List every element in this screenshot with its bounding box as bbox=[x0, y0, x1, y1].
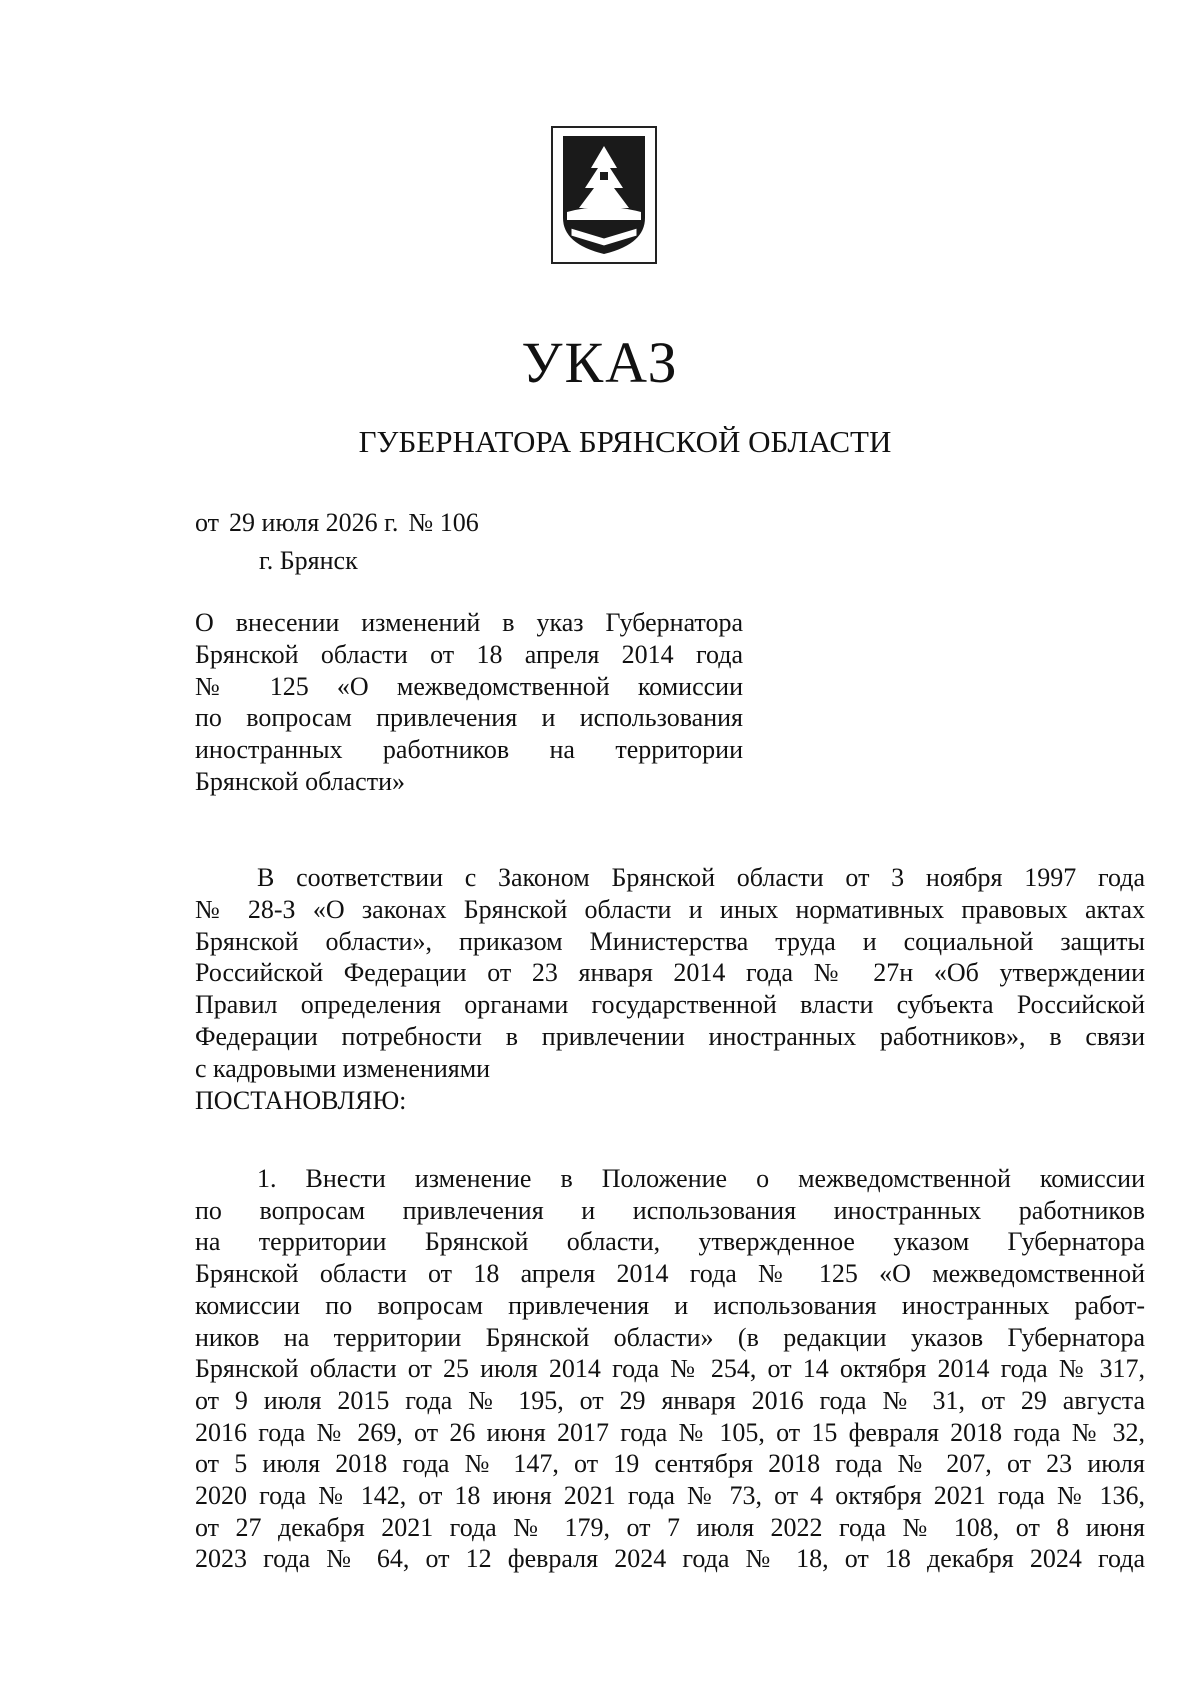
coat-of-arms-graphic bbox=[557, 132, 651, 258]
preamble-line: Федерации потребности в привлечении иностранных работников», в связи bbox=[195, 1021, 1145, 1051]
clause-1 bbox=[195, 1163, 1145, 1575]
date-line bbox=[195, 510, 489, 536]
page-subtitle: ГУБЕРНАТОРА БРЯНСКОЙ ОБЛАСТИ bbox=[358, 424, 892, 459]
preamble-line: В соответствии с Законом Брянской области от 3 ноября 1997 года bbox=[257, 863, 1145, 892]
document-name-line: по вопросам привлечения и использования bbox=[195, 703, 743, 733]
preamble-line: Брянской области», приказом Министерства труда и социальной защиты bbox=[195, 926, 1145, 956]
document-name-line: О внесении изменений в указ Губернатора bbox=[195, 608, 743, 637]
document-name-line: иностранных работников на территории bbox=[195, 735, 743, 765]
document-name-line: № 125 «О межведомственной комиссии bbox=[195, 671, 743, 701]
clause-line: от 9 июля 2015 года № 195, от 29 января 2016 года № 31, от 29 августа bbox=[195, 1385, 1145, 1415]
preamble-line: Российской Федерации от 23 января 2014 года № 27н «Об утверждении bbox=[195, 958, 1145, 988]
clause-line: от 5 июля 2018 года № 147, от 19 сентября 2018 года № 207, от 23 июля bbox=[195, 1449, 1145, 1479]
clause-line: 2016 года № 269, от 26 июня 2017 года № 105, от 15 февраля 2018 года № 32, bbox=[195, 1417, 1145, 1447]
clause-line: от 27 декабря 2021 года № 179, от 7 июля 2022 года № 108, от 8 июня bbox=[195, 1512, 1145, 1542]
coat-of-arms-icon bbox=[551, 126, 657, 264]
page-title: УКАЗ bbox=[521, 330, 679, 395]
preamble-line: Правил определения органами государственной власти субъекта Российской bbox=[195, 990, 1145, 1020]
clause-line: Брянской области от 25 июля 2014 года № 254, от 14 октября 2014 года № 317, bbox=[195, 1354, 1145, 1384]
clause-line: ников на территории Брянской области» (в редакции указов Губернатора bbox=[195, 1322, 1145, 1352]
document-date: 29 июля 2026 г. bbox=[229, 508, 399, 537]
clause-line: 2023 года № 64, от 12 февраля 2024 года № 18, от 18 декабря 2024 года bbox=[195, 1544, 1145, 1574]
clause-line: комиссии по вопросам привлечения и использования иностранных работ- bbox=[195, 1290, 1145, 1320]
preamble-line: с кадровыми изменениями bbox=[195, 1053, 491, 1083]
document-number: № 106 bbox=[408, 508, 479, 537]
clause-line: 2020 года № 142, от 18 июня 2021 года № 73, от 4 октября 2021 года № 136, bbox=[195, 1481, 1145, 1511]
preamble bbox=[195, 862, 1145, 1116]
clause-line: на территории Брянской области, утвержденное указом Губернатора bbox=[195, 1227, 1145, 1257]
clause-line: 1. Внести изменение в Положение о межведомственной комиссии bbox=[257, 1164, 1145, 1193]
document-name-line: Брянской области от 18 апреля 2014 года bbox=[195, 639, 743, 669]
document-city: г. Брянск bbox=[259, 546, 358, 575]
date-prefix: от bbox=[195, 508, 220, 537]
document-name-line: Брянской области» bbox=[195, 766, 405, 796]
clause-line: по вопросам привлечения и использования иностранных работников bbox=[195, 1195, 1145, 1225]
preamble-line: № 28-З «О законах Брянской области и иных нормативных правовых актах bbox=[195, 894, 1145, 924]
document-name bbox=[195, 607, 743, 798]
clause-line: Брянской области от 18 апреля 2014 года № 125 «О межведомственной bbox=[195, 1259, 1145, 1289]
decree-word: ПОСТАНОВЛЯЮ: bbox=[195, 1085, 407, 1115]
